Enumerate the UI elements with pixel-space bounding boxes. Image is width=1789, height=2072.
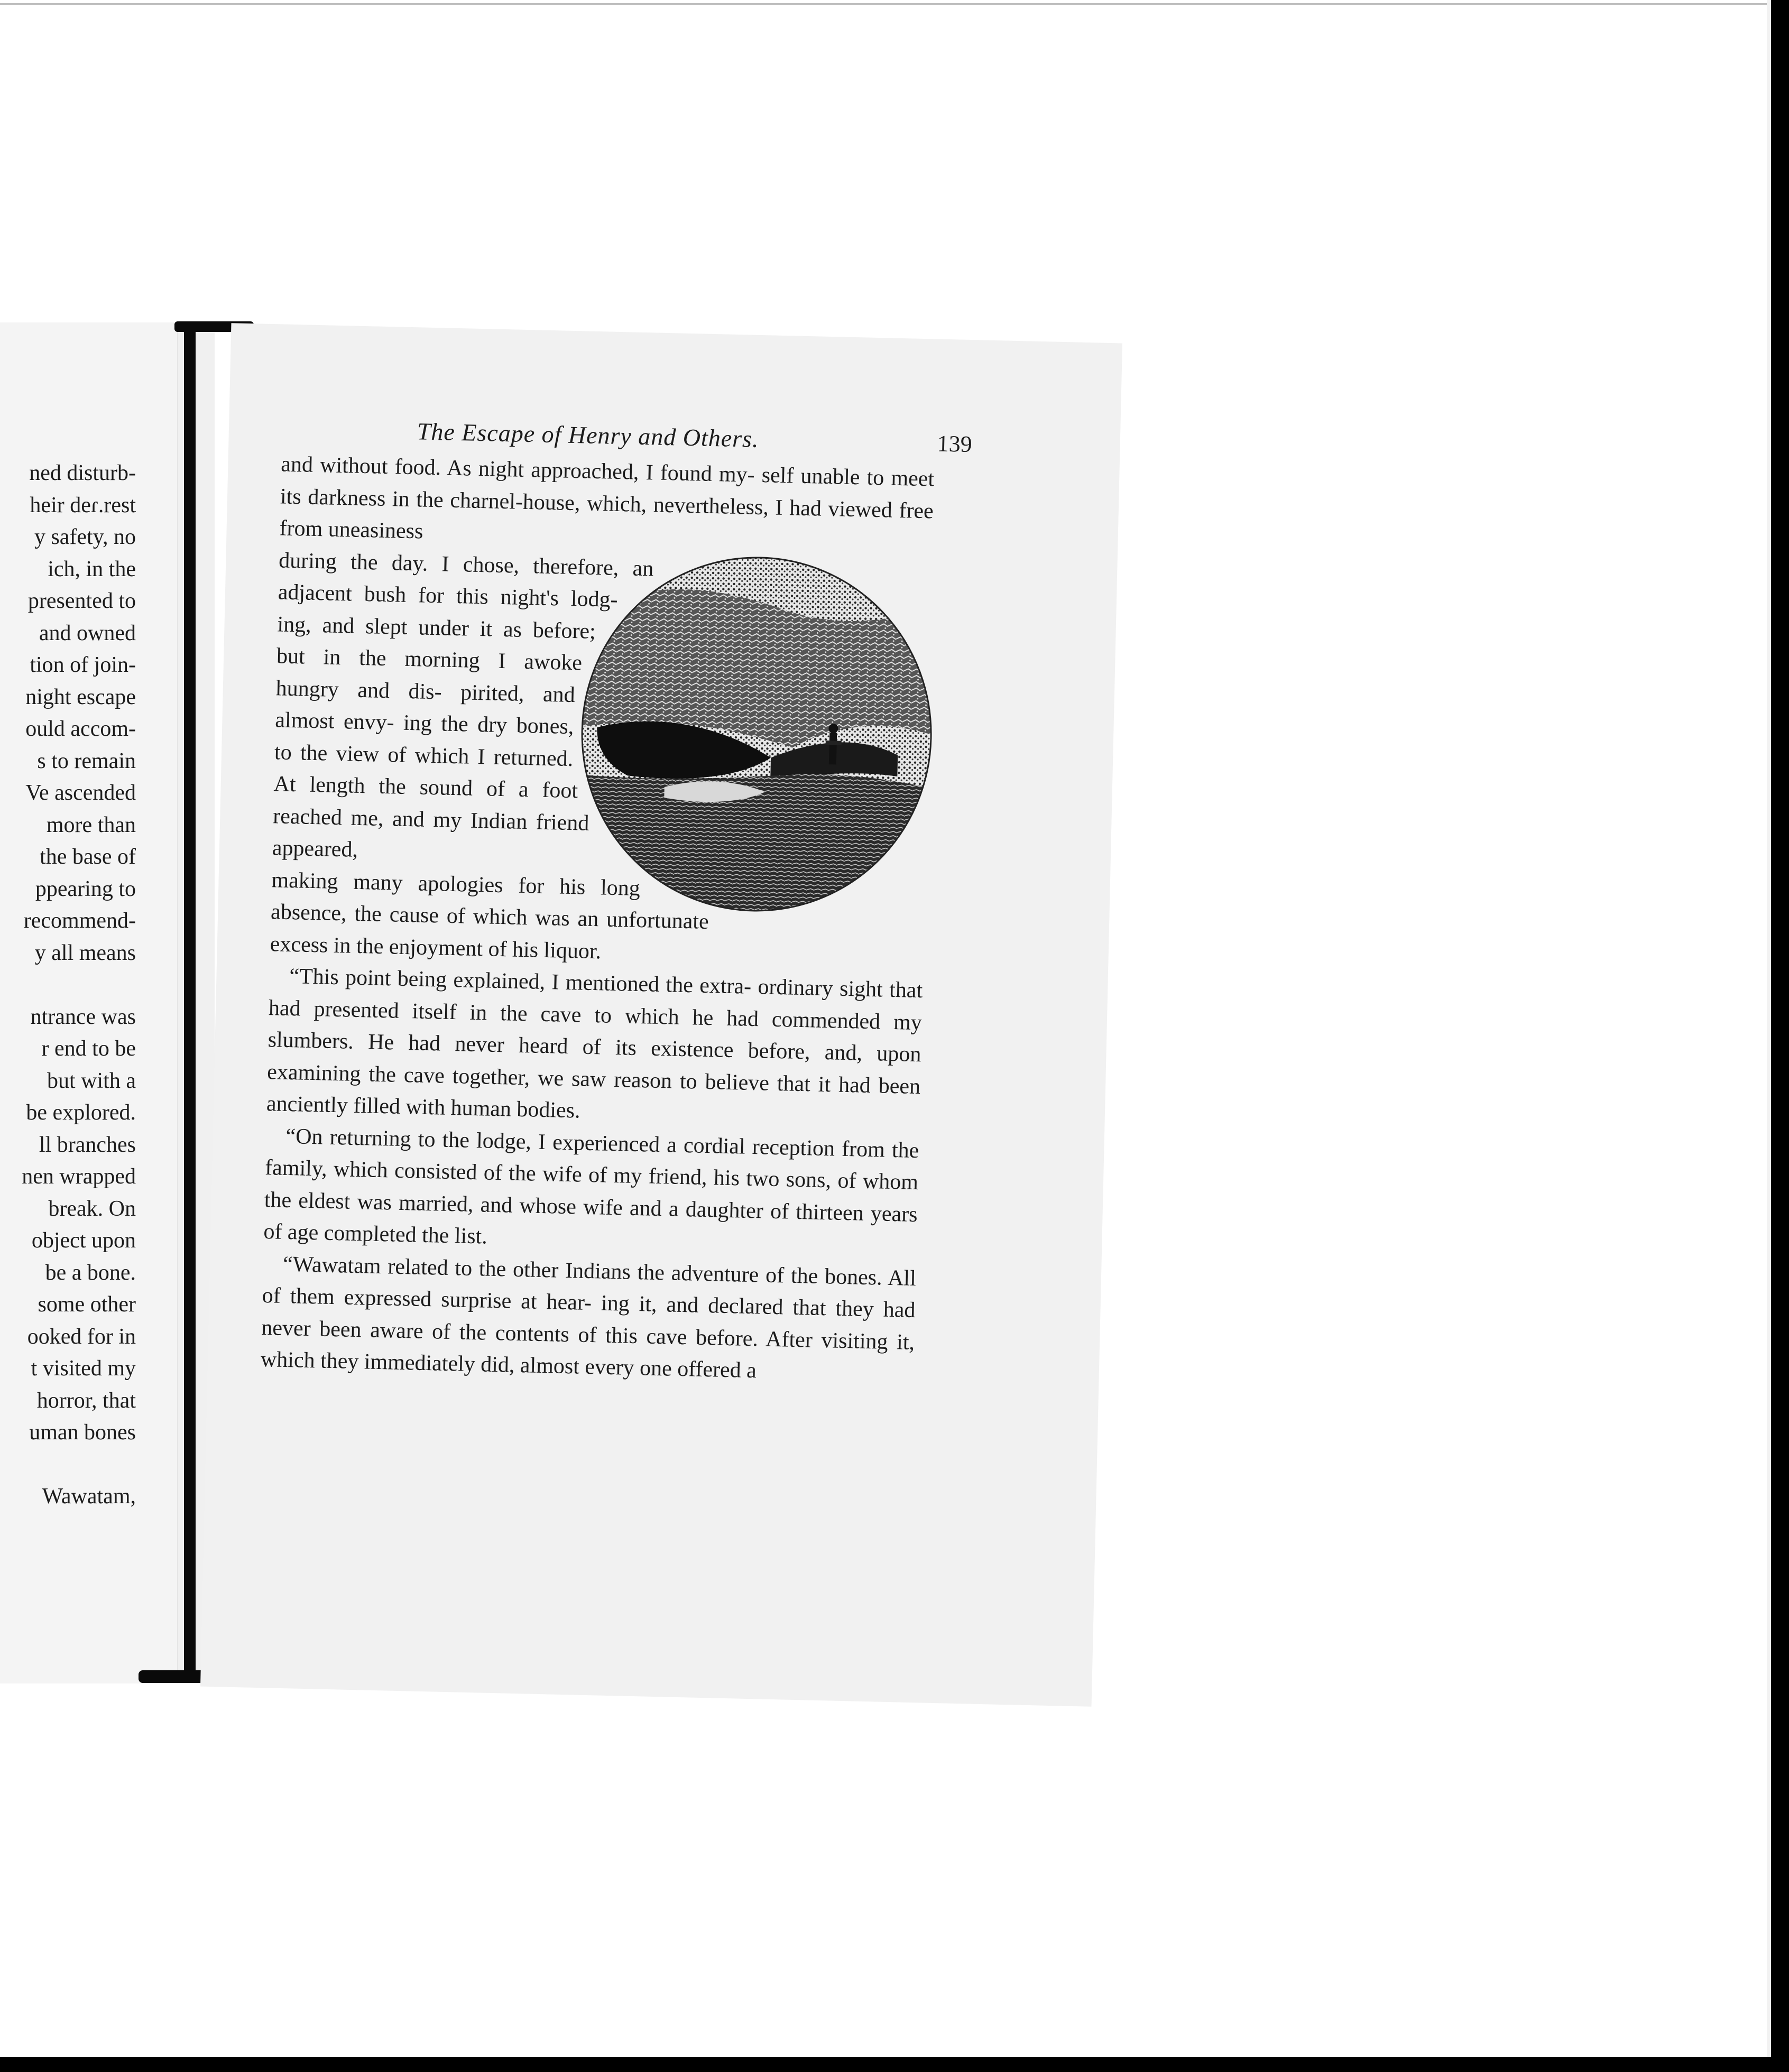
paragraph-3: “On returning to the lodge, I experienced a cordial reception from the family, which consisted of the wife of my friend, his two sons, of whom the eldest was married, and whose wife and a daughter of thirteen years of age completed the list. xyxy=(263,1124,919,1249)
scan-right-margin xyxy=(1767,0,1771,2057)
left-page-line: y all means xyxy=(34,940,136,965)
left-page-line: be a bone. xyxy=(45,1260,136,1285)
left-page-line: ppearing to xyxy=(35,876,136,901)
left-page-line: night escape xyxy=(25,684,136,709)
left-page-line: the base of xyxy=(40,845,136,869)
paragraph-4: “Wawatam related to the other Indians the adventure of the bones. All of them expressed surprise at hear- ing it, and declared that they had never been aware of the contents of this cave before. After visiting it, which they immediately did, almost every one offered a xyxy=(260,1252,917,1383)
left-page-line: nen wrapped xyxy=(22,1164,136,1189)
running-head-title: The Escape of Henry and Others. xyxy=(417,418,760,452)
scan-top-edge xyxy=(0,0,1771,5)
running-head xyxy=(417,417,972,458)
left-page xyxy=(0,322,178,1684)
scan-bottom-border xyxy=(0,2057,1789,2072)
left-page-line: Wawatam, xyxy=(42,1484,136,1509)
left-page-line: y safety, no xyxy=(34,525,136,549)
left-page-line: break. On xyxy=(48,1196,136,1221)
left-page-line: ich, in the xyxy=(48,557,136,581)
left-page-line: uman bones xyxy=(29,1420,136,1445)
left-page-line: tion of join- xyxy=(30,653,136,677)
cave-illustration xyxy=(577,552,937,915)
page-number: 139 xyxy=(937,430,973,458)
left-page-line: object upon xyxy=(31,1228,136,1253)
left-page-line: ntrance was xyxy=(30,1004,136,1029)
left-page-line: ll branches xyxy=(39,1132,136,1157)
left-page-line: ned disturb- xyxy=(29,461,136,485)
left-page-line: t visited my xyxy=(31,1356,136,1381)
left-page-line: recommend- xyxy=(23,909,136,933)
scan-right-border xyxy=(1771,0,1789,2057)
paragraph-2: “This point being explained, I mentioned the extra- ordinary sight that had presented itself in the cave to which he had commended my slumbers. He had never heard of its existence before, and, upon examining the cave together, we saw reason to believe that it had been anciently filled with human bodies. xyxy=(266,964,923,1123)
left-page-line: ould accom- xyxy=(25,717,136,741)
left-page-line: but with a xyxy=(47,1068,136,1093)
left-page-line: r end to be xyxy=(41,1037,136,1061)
left-page-line: presented to xyxy=(27,589,136,613)
body-text xyxy=(260,448,934,1390)
left-page-line: some other xyxy=(38,1292,136,1317)
paragraph-1-top: and without food. As night approached, I found my- self unable to meet its darkness in the charnel-house, which, nevertheless, I had viewed free from uneasiness xyxy=(279,452,935,544)
paragraph-1-wrap: during the day. I chose, therefore, an adjacent bush for this night's lodg- ing, and slept under it as before; but in the morning I awoke hungry and dis- pirited, and almost envy- ing the dry bones, to the view of which I returned. At length the sound of a foot reached me, and my Indian friend appeared, xyxy=(272,548,654,862)
left-page-line: be explored. xyxy=(26,1100,136,1125)
binding-bar xyxy=(184,323,196,1682)
left-page-line: more than xyxy=(46,812,136,837)
left-page-line: ooked for in xyxy=(27,1324,136,1349)
right-page xyxy=(200,323,1122,1707)
left-page-line: and owned xyxy=(39,621,136,645)
left-page-line: horror, that xyxy=(36,1388,136,1413)
left-page-line: heir deɾ.rest xyxy=(30,493,136,517)
left-page-line: s to remain xyxy=(37,748,136,773)
cave-illustration-image xyxy=(577,552,937,915)
left-page-line: Ve ascended xyxy=(25,781,136,805)
paragraph-1-end: making many apologies for his long absence, the cause of which was an unfortunate excess in the enjoyment of his liquor. xyxy=(270,867,709,964)
